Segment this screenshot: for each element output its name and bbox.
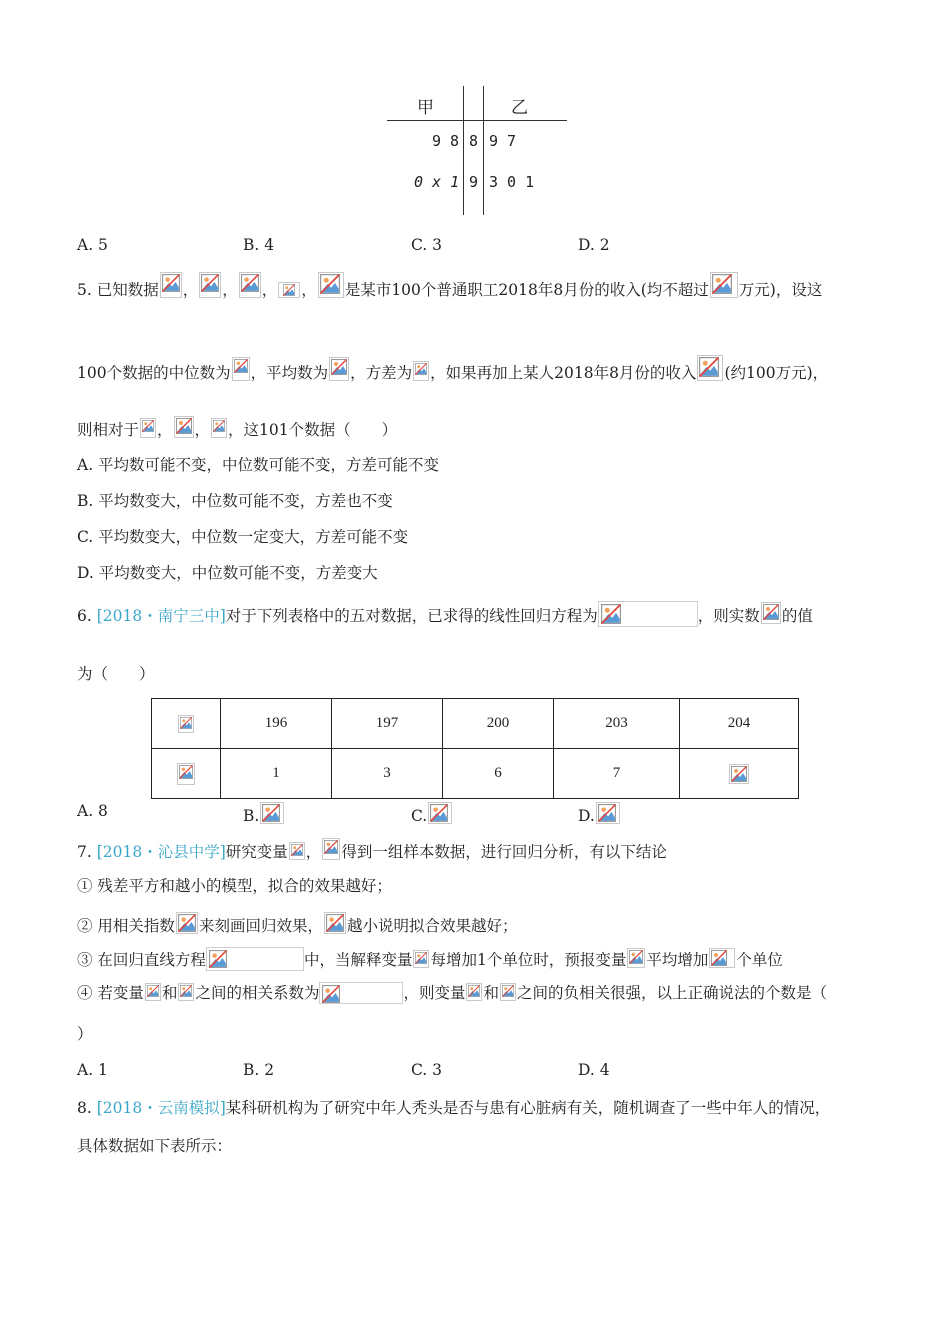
formula-image-icon — [428, 802, 452, 824]
table-cell: 203 — [554, 699, 680, 749]
formula-image-icon — [145, 983, 161, 1001]
q7-text-2a: ② 用相关指数 — [77, 917, 175, 935]
formula-image-icon — [211, 418, 227, 438]
stem-leaf-left-header: 甲 — [417, 98, 434, 118]
q5-text-3a: 则相对于 — [77, 421, 140, 439]
formula-image-icon — [598, 601, 698, 627]
q5-text-2b: ，平均数为 — [250, 364, 329, 382]
q7-source-link[interactable]: [2018・沁县中学] — [96, 843, 226, 861]
table-cell: 7 — [554, 749, 680, 799]
q4-option-c[interactable]: C. 3 — [411, 236, 443, 254]
q7-text-4f: 之间的负相关很强，以上正确说法的个数是（ — [517, 984, 828, 1002]
table-row — [152, 699, 799, 749]
formula-image-icon — [289, 842, 305, 860]
formula-image-icon — [206, 947, 304, 971]
table-cell: 204 — [680, 699, 799, 749]
q5-text-3b: ，这101个数据（ ） — [228, 421, 398, 439]
q7-option-c[interactable]: C. 3 — [411, 1061, 443, 1079]
formula-image-icon — [466, 983, 482, 1001]
q7-text-1a: 研究变量 — [225, 843, 288, 861]
q6-option-b[interactable] — [243, 802, 285, 825]
stem-leaf-row2-right: 3 0 1 — [489, 173, 535, 191]
q7-text-4c: 之间的相关系数为 — [195, 984, 320, 1002]
q7-text-4b: 和 — [161, 984, 178, 1002]
table-cell: 6 — [443, 749, 554, 799]
stem-leaf-right-header: 乙 — [511, 98, 528, 118]
formula-image-icon — [729, 764, 749, 784]
table-cell — [680, 749, 799, 799]
formula-image-icon — [413, 361, 429, 381]
q5-line1: 5. 已知数据 ， ， ， ， 是某市100个普通职工2018年8月份的收入(均不超过 万元)，设这 — [77, 272, 822, 300]
q5-text-1b: 是某市100个普通职工2018年8月份的收入(均不超过 — [344, 281, 709, 299]
stem-leaf-row2-left: 0 x 1 — [414, 173, 460, 191]
q6-text-1c: 的值 — [781, 607, 813, 625]
q6-text-1b: ，则实数 — [697, 607, 760, 625]
q5-text-2c: ，方差为 — [350, 364, 413, 382]
formula-image-icon — [709, 948, 735, 968]
q7-text-3e: 个单位 — [736, 951, 783, 969]
formula-image-icon — [160, 272, 182, 298]
q4-option-a[interactable]: A. 5 — [77, 236, 108, 254]
formula-image-icon — [413, 950, 429, 968]
q8-line2: 具体数据如下表所示： — [77, 1137, 233, 1155]
q7-option-d[interactable]: D. 4 — [578, 1061, 610, 1079]
stem-leaf-divider-right — [483, 86, 484, 215]
q6-number: 6. — [77, 607, 92, 625]
q7-text-2c: 越小说明拟合效果越好； — [346, 917, 518, 935]
table-cell: 3 — [332, 749, 443, 799]
q7-option-a[interactable]: A. 1 — [77, 1061, 108, 1079]
q8-text-1: 某科研机构为了研究中年人秃头是否与患有心脏病有关，随机调查了一些中年人的情况， — [225, 1099, 831, 1117]
q5-text-2a: 100个数据的中位数为 — [77, 364, 231, 382]
q5-option-a[interactable]: A. 平均数可能不变，中位数可能不变，方差可能不变 — [77, 456, 440, 474]
q6-option-c-label: C. — [411, 807, 428, 825]
q6-text-1a: 对于下列表格中的五对数据，已求得的线性回归方程为 — [225, 607, 598, 625]
q6-option-d-label: D. — [578, 807, 595, 825]
q5-text-2d: ，如果再加上某人2018年8月份的收入 — [430, 364, 697, 382]
q7-line1: 7. [2018・沁县中学]研究变量 ， 得到一组样本数据，进行回归分析，有以下结论 — [77, 838, 667, 862]
formula-image-icon — [319, 982, 403, 1004]
table-row — [152, 749, 799, 799]
table-cell: 1 — [221, 749, 332, 799]
q6-line2: 为（ ） — [77, 665, 155, 683]
q6-option-c[interactable] — [411, 802, 453, 825]
stem-leaf-row1-right: 9 7 — [489, 132, 517, 150]
formula-image-icon — [232, 357, 250, 381]
table-cell: 197 — [332, 699, 443, 749]
table-cell: 200 — [443, 699, 554, 749]
q7-statement-2 — [77, 912, 517, 936]
q5-number: 5. — [77, 281, 92, 299]
q5-option-d[interactable]: D. 平均数变大，中位数可能不变，方差变大 — [77, 564, 378, 582]
q4-option-b[interactable]: B. 4 — [243, 236, 275, 254]
formula-image-icon — [627, 948, 645, 968]
formula-image-icon — [178, 715, 194, 733]
q6-source-link[interactable]: [2018・南宁三中] — [96, 607, 226, 625]
q6-data-table — [151, 698, 799, 799]
q7-text-4d: ，则变量 — [403, 984, 466, 1002]
q8-source-link[interactable]: [2018・云南模拟] — [96, 1099, 226, 1117]
q5-text-2e: (约100万元)， — [724, 364, 829, 382]
formula-image-icon — [322, 838, 340, 860]
formula-image-icon — [174, 416, 194, 438]
q4-option-d[interactable]: D. 2 — [578, 236, 610, 254]
formula-image-icon — [761, 602, 781, 624]
q6-line1 — [77, 601, 813, 627]
q7-option-b[interactable]: B. 2 — [243, 1061, 275, 1079]
formula-image-icon — [710, 272, 738, 298]
q7-text-3c: 每增加1个单位时，预报变量 — [430, 951, 627, 969]
formula-image-icon — [176, 912, 198, 934]
q7-statement-3 — [77, 947, 783, 971]
formula-image-icon — [239, 272, 261, 298]
q7-text-3b: 中，当解释变量 — [303, 951, 413, 969]
formula-image-icon — [324, 912, 346, 934]
q7-text-4a: ④ 若变量 — [77, 984, 144, 1002]
q7-text-3a: ③ 在回归直线方程 — [77, 951, 206, 969]
formula-image-icon — [697, 355, 723, 381]
stem-leaf-row1-left: 9 8 — [432, 132, 460, 150]
stem-leaf-divider-left — [463, 86, 464, 215]
formula-image-icon — [178, 983, 194, 1001]
formula-image-icon — [329, 357, 349, 381]
q7-close-paren: ） — [77, 1025, 93, 1043]
formula-image-icon — [177, 763, 195, 785]
q5-text-1c: 万元)，设这 — [738, 281, 823, 299]
q5-line2 — [77, 355, 828, 383]
table-cell: 196 — [221, 699, 332, 749]
stem-leaf-row1-stem: 8 — [469, 132, 479, 150]
formula-image-icon — [596, 802, 620, 824]
q7-number: 7. — [77, 843, 92, 861]
table-cell-x-label — [152, 699, 221, 749]
formula-image-icon — [140, 418, 156, 438]
formula-image-icon — [500, 983, 516, 1001]
q7-text-4e: 和 — [483, 984, 499, 1002]
q5-line3: 则相对于 ， ， ，这101个数据（ ） — [77, 416, 397, 440]
q7-text-1b: 得到一组样本数据，进行回归分析，有以下结论 — [341, 843, 667, 861]
q8-line1 — [77, 1098, 830, 1118]
q7-statement-4 — [77, 982, 827, 1004]
formula-image-icon — [318, 272, 344, 298]
q7-text-3d: 平均增加 — [646, 951, 709, 969]
q6-option-b-label: B. — [243, 807, 260, 825]
formula-image-icon — [278, 282, 300, 298]
q7-text-2b: 来刻画回归效果， — [198, 917, 323, 935]
stem-leaf-row2-stem: 9 — [469, 173, 479, 191]
formula-image-icon — [260, 802, 284, 824]
q7-statement-1: ① 残差平方和越小的模型，拟合的效果越好； — [77, 877, 392, 895]
q6-option-d[interactable] — [578, 802, 621, 825]
q5-option-b[interactable]: B. 平均数变大，中位数可能不变，方差也不变 — [77, 492, 393, 510]
q8-number: 8. — [77, 1099, 92, 1117]
stem-leaf-horizontal-rule — [387, 120, 567, 121]
q6-option-a[interactable]: A. 8 — [77, 802, 108, 820]
table-cell-y-label — [152, 749, 221, 799]
q5-text-1a: 已知数据 — [96, 281, 159, 299]
formula-image-icon — [199, 272, 221, 298]
q5-option-c[interactable]: C. 平均数变大，中位数一定变大，方差可能不变 — [77, 528, 409, 546]
